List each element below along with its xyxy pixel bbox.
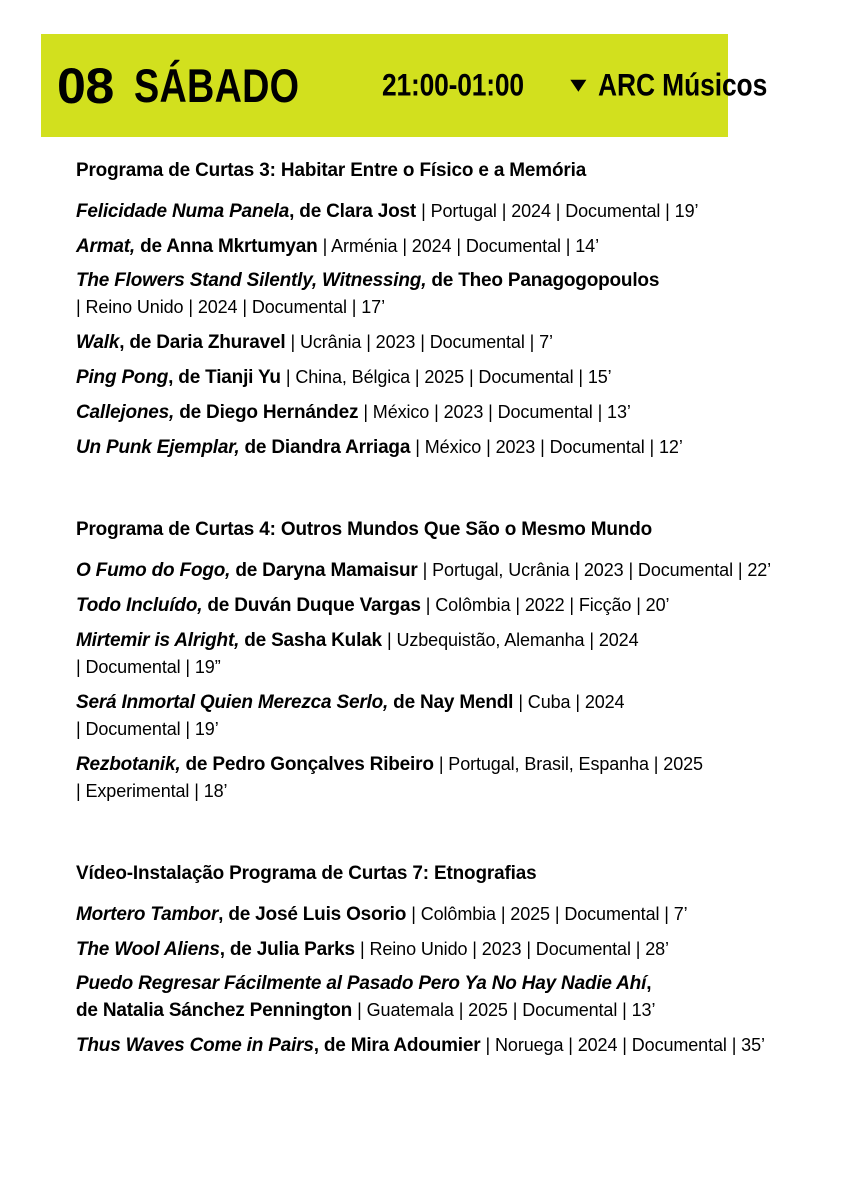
film-entry [76,233,816,260]
film-director: de Sasha Kulak [239,630,387,651]
film-metadata: | Portugal, Brasil, Espanha | 2025 [438,754,703,774]
day-header-banner [41,34,768,137]
film-director: de Diandra Arriaga [239,437,416,458]
film-title: Rezbotanik, [76,754,181,775]
banner-venue-name: ARC Músicos [598,67,768,103]
film-title-suffix: , [646,973,652,994]
section-heading: Programa de Curtas 4: Outros Mundos Que São o Mesmo Mundo [76,518,653,540]
film-title: Todo Incluído, [76,595,203,616]
film-title: Thus Waves Come in Pairs [76,1035,314,1056]
film-director: , de Tianji Yu [168,367,286,388]
film-title: Mirtemir is Alright, [76,630,240,651]
film-metadata-continued: | Documental | 19” [76,657,221,677]
banner-day-number: 08 [57,57,114,114]
programme-section [76,861,816,1059]
film-metadata-continued: | Experimental | 18’ [76,781,228,801]
film-entry [76,901,816,928]
film-metadata: | Portugal, Ucrânia | 2023 | Documental | 22’ [422,560,772,580]
film-title: Puedo Regresar Fácilmente al Pasado Pero Ya No Hay Nadie Ahí [76,973,647,994]
film-title: Ping Pong [76,367,169,388]
film-title: The Flowers Stand Silently, Witnessing, [76,270,427,291]
film-director: de Pedro Gonçalves Ribeiro [180,754,439,775]
film-director: de Duván Duque Vargas [202,595,426,616]
programme-section [76,517,816,805]
film-director: , de Mira Adoumier [313,1035,486,1056]
section-heading: Vídeo-Instalação Programa de Curtas 7: Etnografias [76,862,537,884]
film-entry [76,592,816,619]
film-title: Un Punk Ejemplar, [76,437,240,458]
film-entry [76,751,816,805]
film-metadata: | Arménia | 2024 | Documental | 14’ [322,236,599,256]
film-metadata: | Noruega | 2024 | Documental | 35’ [485,1035,765,1055]
film-title: Callejones, [76,402,175,423]
film-entry [76,557,816,584]
film-title: Felicidade Numa Panela [76,201,290,222]
film-director: de Natalia Sánchez Pennington [76,1000,358,1021]
banner-session-info [382,67,790,103]
film-entry [76,936,816,963]
film-director: de Nay Mendl [388,692,519,713]
film-entry [76,329,816,356]
film-entry [76,268,816,321]
film-metadata: | México | 2023 | Documental | 13’ [363,402,631,422]
film-title: Armat, [76,236,135,257]
film-entry [76,198,816,225]
film-director: , de Daria Zhuravel [119,332,291,353]
film-metadata: | Portugal | 2024 | Documental | 19’ [421,201,699,221]
film-entry [76,1032,816,1059]
film-title: Mortero Tambor [76,904,219,925]
film-director: de Diego Hernández [174,402,364,423]
film-metadata: | Guatemala | 2025 | Documental | 13’ [357,1000,656,1020]
banner-weekday: SÁBADO [133,58,299,113]
film-entry [76,627,816,681]
film-entry [76,434,816,461]
film-director: de Daryna Mamaisur [230,560,423,581]
film-title: Será Inmortal Quien Merezca Serlo, [76,692,389,713]
film-metadata: | China, Bélgica | 2025 | Documental | 15’ [285,367,612,387]
section-heading: Programa de Curtas 3: Habitar Entre o Físico e a Memória [76,159,587,181]
film-metadata: | Colômbia | 2022 | Ficção | 20’ [425,595,670,615]
film-entry [76,364,816,391]
triangle-down-icon: ▼ [564,73,592,97]
film-metadata: | Reino Unido | 2024 | Documental | 17’ [76,297,385,317]
banner-time-range: 21:00-01:00 [382,67,525,103]
film-metadata: | Uzbequistão, Alemanha | 2024 [386,630,639,650]
film-metadata: | Ucrânia | 2023 | Documental | 7’ [290,332,553,352]
film-entry [76,399,816,426]
film-director: , de José Luis Osorio [218,904,412,925]
film-title: Walk [76,332,120,353]
film-metadata: | Cuba | 2024 [518,692,625,712]
film-director: , de Julia Parks [219,939,360,960]
film-director: de Theo Panagogopoulos [426,270,660,291]
film-metadata: | México | 2023 | Documental | 12’ [415,437,683,457]
film-metadata: | Reino Unido | 2023 | Documental | 28’ [359,939,669,959]
film-director: , de Clara Jost [289,201,422,222]
film-metadata-continued: | Documental | 19’ [76,719,219,739]
film-metadata: | Colômbia | 2025 | Documental | 7’ [411,904,688,924]
programme-listing [76,158,816,1059]
film-entry [76,971,816,1024]
film-entry [76,689,816,743]
film-title: The Wool Aliens [76,939,220,960]
film-title: O Fumo do Fogo, [76,560,231,581]
film-director: de Anna Mkrtumyan [134,236,323,257]
programme-section [76,158,816,461]
